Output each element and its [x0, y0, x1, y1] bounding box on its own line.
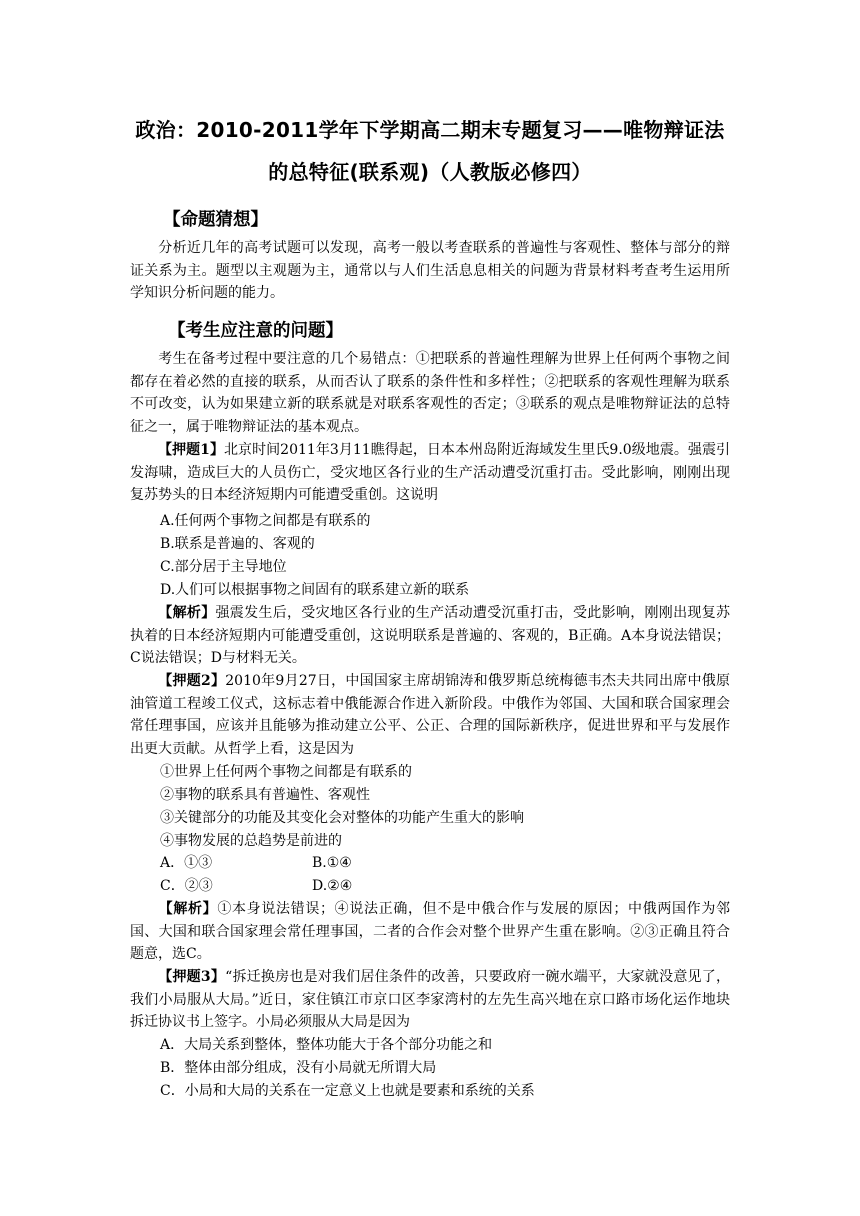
question-1-option-c: C.部分居于主导地位	[160, 559, 287, 575]
section-heading-guess: 【命题猜想】	[163, 210, 268, 230]
question-3-option-a: A．大局关系到整体，整体功能大于各个部分功能之和	[160, 1037, 493, 1053]
question-3-text: “拆迁换房也是对我们居住条件的改善，只要政府一碗水端平，大家就没意见了，我们小局服从大局。”近日，家住镇江市京口区李家湾村的左先生高兴地在京口路市场化运作地块拆迁协议书上签字。小局必须服从大局是因为	[130, 969, 730, 1031]
question-3-option-b: B．整体由部分组成，没有小局就无所谓大局	[160, 1060, 437, 1076]
question-1-analysis-label: 【解析】	[158, 605, 216, 621]
question-1-analysis	[130, 602, 730, 670]
question-2-option-c: C．②③	[160, 878, 213, 894]
question-1-stem	[130, 439, 730, 507]
question-2-analysis-label: 【解析】	[158, 901, 218, 917]
section-heading-notice: 【考生应注意的问题】	[168, 321, 343, 341]
notice-paragraph	[130, 348, 730, 438]
question-2-item-4: ④事物发展的总趋势是前进的	[160, 833, 342, 849]
question-1-option-a: A.任何两个事物之间都是有联系的	[160, 513, 371, 529]
question-3-stem	[130, 966, 730, 1034]
guess-text: 分析近几年的高考试题可以发现，高考一般以考查联系的普遍性与客观性、整体与部分的辩证关系为主。题型以主观题为主，通常以与人们生活息息相关的问题为背景材料考查考生运用所学知识分析问题的能力。	[130, 240, 730, 302]
question-1-label: 【押题1】	[158, 442, 224, 458]
question-2-option-b: B.①④	[312, 855, 352, 871]
notice-text: 考生在备考过程中要注意的几个易错点：①把联系的普遍性理解为世界上任何两个事物之间都存在着必然的直接的联系，从而否认了联系的条件性和多样性；②把联系的客观性理解为联系不可改变，认为如果建立新的联系就是对联系客观性的否定；③联系的观点是唯物辩证法的总特征之一，属于唯物辩证法的基本观点。	[130, 351, 730, 435]
question-1-option-d: D.人们可以根据事物之间固有的联系建立新的联系	[160, 582, 470, 598]
question-2-label: 【押题2】	[158, 673, 226, 689]
question-2-item-2: ②事物的联系具有普遍性、客观性	[160, 787, 370, 803]
document-title-line-2: 的总特征(联系观)（人教版必修四）	[268, 160, 592, 184]
document-title-line-1: 政治：2010-2011学年下学期高二期末专题复习——唯物辩证法	[135, 118, 725, 142]
question-2-item-1: ①世界上任何两个事物之间都是有联系的	[160, 764, 412, 780]
guess-paragraph	[130, 237, 730, 305]
question-2-option-d: D.②④	[312, 878, 353, 894]
question-2-item-3: ③关键部分的功能及其变化会对整体的功能产生重大的影响	[160, 810, 524, 826]
question-2-analysis	[130, 898, 730, 966]
question-2-analysis-text: ①本身说法错误；④说法正确，但不是中俄合作与发展的原因；中俄两国作为邻国、大国和联合国家理会常任理事国，二者的合作会对整个世界产生重在影响。②③正确且符合题意，选C。	[130, 901, 731, 963]
question-3-option-c: C．小局和大局的关系在一定意义上也就是要素和系统的关系	[160, 1083, 535, 1099]
question-2-text: 2010年9月27日，中国国家主席胡锦涛和俄罗斯总统梅德韦杰夫共同出席中俄原油管道工程竣工仪式，这标志着中俄能源合作进入新阶段。中俄作为邻国、大国和联合国家理会常任理事国，应该并且能够为推动建立公平、公正、合理的国际新秩序，促进世界和平与发展作出更大贡献。从哲学上看，这是因为	[130, 673, 730, 757]
question-3-label: 【押题3】	[158, 969, 226, 985]
question-2-option-a: A．①③	[160, 855, 213, 871]
question-1-text: 北京时间2011年3月11瞧得起，日本本州岛附近海域发生里氏9.0级地震。强震引发海啸，造成巨大的人员伤亡，受灾地区各行业的生产活动遭受沉重打击。受此影响，刚刚出现复苏势头的日本经济短期内可能遭受重创。这说明	[130, 442, 730, 504]
question-2-stem	[130, 670, 730, 760]
question-1-analysis-text: 强震发生后，受灾地区各行业的生产活动遭受沉重打击，受此影响，刚刚出现复苏执着的日本经济短期内可能遭受重创，这说明联系是普遍的、客观的，B正确。A本身说法错误；C说法错误；D与材料无关。	[130, 605, 730, 667]
question-1-option-b: B.联系是普遍的、客观的	[160, 536, 315, 552]
